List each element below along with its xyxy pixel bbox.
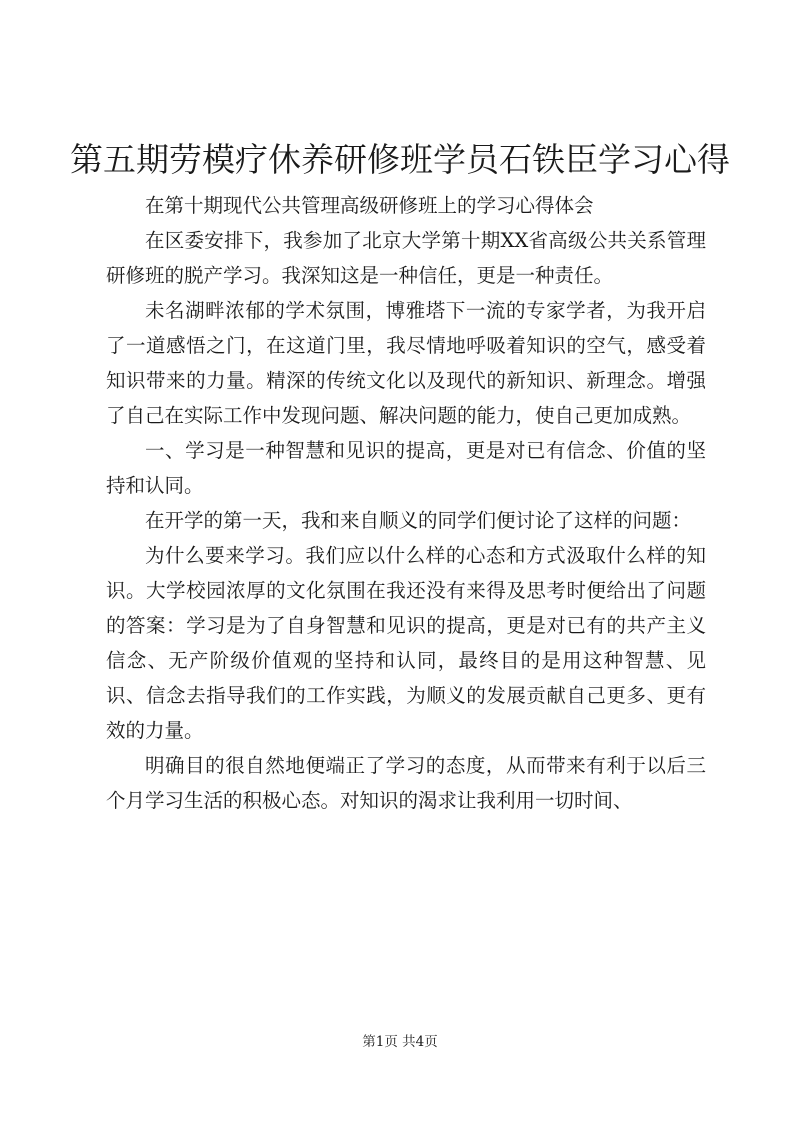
paragraph: 一、学习是一种智慧和见识的提高，更是对已有信念、价值的坚持和认同。 — [106, 439, 706, 497]
paragraph: 明确目的很自然地便端正了学习的态度，从而带来有利于以后三个月学习生活的积极心态。对知识的渴求让我利用一切时间、 — [106, 754, 706, 812]
paragraph: 在开学的第一天，我和来自顺义的同学们便讨论了这样的问题： — [145, 509, 692, 532]
paragraph: 未名湖畔浓郁的学术氛围，博雅塔下一流的专家学者，为我开启了一道感悟之门，在这道门里，我尽情地呼吸着知识的空气，感受着知识带来的力量。精深的传统文化以及现代的新知识、新理念。增强了自己在实际工作中发现问题、解决问题的能力，使自己更加成熟。 — [106, 299, 706, 427]
document-title: 第五期劳模疗休养研修班学员石铁臣学习心得 — [70, 140, 730, 179]
document-body — [106, 188, 706, 818]
paragraph: 在区委安排下，我参加了北京大学第十期XX省高级公共关系管理研修班的脱产学习。我深知这是一种信任，更是一种责任。 — [106, 229, 706, 287]
paragraph: 在第十期现代公共管理高级研修班上的学习心得体会 — [145, 194, 594, 217]
paragraph: 为什么要来学习。我们应以什么样的心态和方式汲取什么样的知识。大学校园浓厚的文化氛围在我还没有来得及思考时便给出了问题的答案：学习是为了自身智慧和见识的提高，更是对已有的共产主义信念、无产阶级价值观的坚持和认同，最终目的是用这种智慧、见识、信念去指导我们的工作实践，为顺义的发展贡献自己更多、更有效的力量。 — [106, 544, 706, 742]
page-number-footer: 第1页 共4页 — [362, 1034, 438, 1050]
